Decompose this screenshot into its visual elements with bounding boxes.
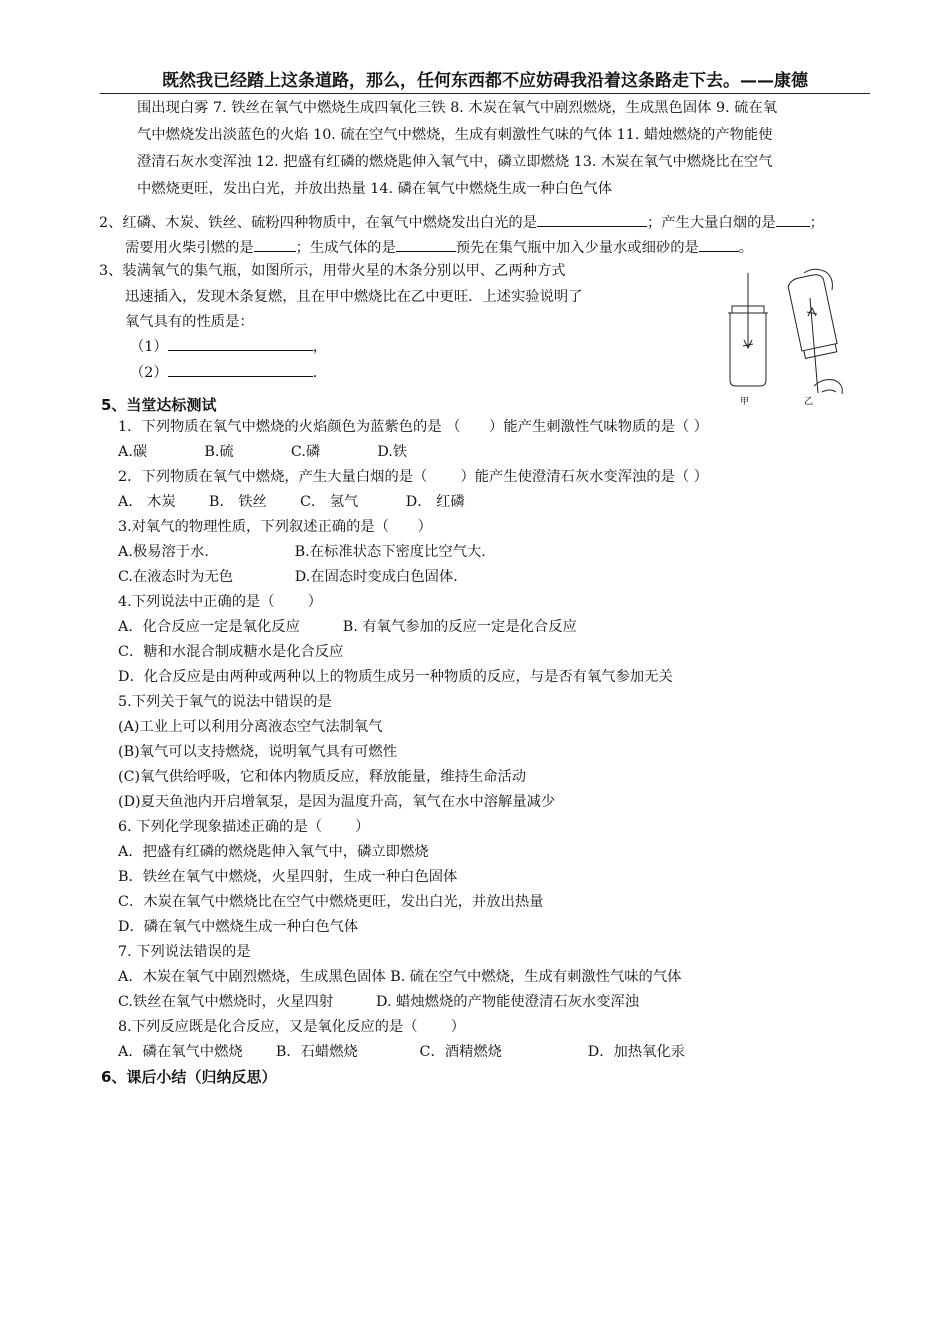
q2-text-c: ；: [809, 215, 824, 231]
intro-line-2: 气中燃烧发出淡蓝色的火焰 10. 硫在空气中燃烧，生成有刺激性气味的气体 11. 蜡烛燃烧的产物能使: [137, 127, 773, 143]
test-line: A．磷在氧气中燃烧 B．石蜡燃烧 C．酒精燃烧 D．加热氧化汞: [118, 1044, 686, 1060]
question-2-line-1: [99, 212, 824, 233]
section-5-title: 5、当堂达标测试: [101, 396, 217, 414]
test-line: C.铁丝在氧气中燃烧时，火星四射 D. 蜡烛燃烧的产物能使澄清石灰水变浑浊: [118, 994, 640, 1010]
test-line: C.在液态时为无色 D.在固态时变成白色固体.: [118, 569, 458, 585]
q2-text-b: ；产生大量白烟的是: [647, 215, 776, 231]
figure-label-yi: 乙: [804, 397, 814, 407]
answer-2-label: （2）: [130, 365, 168, 381]
q2-blank-white-smoke[interactable]: [776, 212, 810, 227]
test-line: (C)氧气供给呼吸，它和体内物质反应，释放能量，维持生命活动: [118, 769, 527, 785]
question-3-line-3: 氧气具有的性质是：: [125, 314, 254, 330]
page-header-quote: 既然我已经踏上这条道路，那么，任何东西都不应妨碍我沿着这条路走下去。——康德: [100, 66, 870, 94]
test-line: 1．下列物质在氧气中燃烧的火焰颜色为蓝紫色的是 （ ）能产生刺激性气味物质的是（ ）: [118, 419, 709, 435]
q2-text-e: ；生成气体的是: [295, 240, 396, 256]
test-line: 6. 下列化学现象描述正确的是（ ）: [118, 819, 370, 835]
question-3-line-1: 3、装满氧气的集气瓶，如图所示，用带火星的木条分别以甲、乙两种方式: [99, 263, 566, 279]
question-2-line-2: [125, 237, 753, 258]
intro-line-1: 围出现白雾 7. 铁丝在氧气中燃烧生成四氧化三铁 8. 木炭在氧气中剧烈燃烧，生成黑色固体 9. 硫在氧: [137, 100, 778, 116]
test-line: A．木炭在氧气中剧烈燃烧，生成黑色固体 B. 硫在空气中燃烧，生成有刺激性气味的气体: [118, 969, 682, 985]
figure-label-jia: 甲: [740, 397, 750, 407]
q2-blank-match-ignite[interactable]: [254, 237, 296, 252]
test-line: A.碳 B.硫 C.磷 D.铁: [118, 444, 408, 460]
q2-blank-white-light[interactable]: [537, 212, 647, 227]
test-line: A．把盛有红磷的燃烧匙伸入氧气中，磷立即燃烧: [118, 844, 429, 860]
test-line: D．磷在氧气中燃烧生成一种白色气体: [118, 919, 359, 935]
test-line: 4.下列说法中正确的是（ ）: [118, 594, 323, 610]
intro-line-3: 澄清石灰水变浑浊 12. 把盛有红磷的燃烧匙伸入氧气中，磷立即燃烧 13. 木炭在氧气中燃烧比在空气: [137, 154, 773, 170]
test-line: C．木炭在氧气中燃烧比在空气中燃烧更旺，发出白光，并放出热量: [118, 894, 544, 910]
test-line: (B)氧气可以支持燃烧，说明氧气具有可燃性: [118, 744, 398, 760]
answer-2-blank[interactable]: [168, 362, 313, 377]
answer-1-end: ，: [312, 339, 327, 355]
answer-1-label: （1）: [130, 339, 168, 355]
q2-text-a: 2、红磷、木炭、铁丝、硫粉四种物质中，在氧气中燃烧发出白光的是: [99, 215, 537, 231]
test-line: 2．下列物质在氧气中燃烧，产生大量白烟的是（ ）能产生使澄清石灰水变浑浊的是（ ）: [118, 469, 709, 485]
test-line: C．糖和水混合制成糖水是化合反应: [118, 644, 344, 660]
q2-text-d: 需要用火柴引燃的是: [125, 240, 254, 256]
question-3-answer-1: [130, 336, 327, 357]
test-line: D．化合反应是由两种或两种以上的物质生成另一种物质的反应，与是否有氧气参加无关: [118, 669, 673, 685]
q2-blank-gas-product[interactable]: [396, 237, 456, 252]
question-3-answer-2: [130, 362, 327, 383]
test-line: (D)夏天鱼池内开启增氧泵，是因为温度升高，氧气在水中溶解量减少: [118, 794, 556, 810]
section-6-title: 6、课后小结（归纳反思）: [101, 1068, 277, 1086]
test-line: B．铁丝在氧气中燃烧，火星四射，生成一种白色固体: [118, 869, 458, 885]
gas-jar-experiment-figure: [718, 268, 858, 408]
question-3-line-2: 迅速插入，发现木条复燃，且在甲中燃烧比在乙中更旺．上述实验说明了: [125, 289, 583, 305]
test-line: A． 木炭 B． 铁丝 C． 氢气 D． 红磷: [118, 494, 465, 510]
test-line: 8.下列反应既是化合反应，又是氧化反应的是（ ）: [118, 1019, 466, 1035]
test-line: 7. 下列说法错误的是: [118, 944, 251, 960]
q2-blank-water-sand[interactable]: [699, 237, 739, 252]
intro-line-4: 中燃烧更旺，发出白光，并放出热量 14. 磷在氧气中燃烧生成一种白色气体: [137, 181, 613, 197]
q2-text-f: 预先在集气瓶中加入少量水或细砂的是: [455, 240, 699, 256]
test-line: 3.对氧气的物理性质，下列叙述正确的是（ ）: [118, 519, 432, 535]
test-line: 5.下列关于氧气的说法中错误的是: [118, 694, 332, 710]
test-line: A.极易溶于水. B.在标准状态下密度比空气大.: [118, 544, 486, 560]
test-line: A．化合反应一定是氧化反应 B. 有氧气参加的反应一定是化合反应: [118, 619, 577, 635]
q2-text-g: 。: [738, 240, 754, 256]
gas-jar-illustration: [718, 268, 858, 408]
answer-2-end: ．: [312, 365, 327, 381]
answer-1-blank[interactable]: [168, 336, 313, 351]
test-line: (A)工业上可以利用分离液态空气法制氧气: [118, 719, 383, 735]
